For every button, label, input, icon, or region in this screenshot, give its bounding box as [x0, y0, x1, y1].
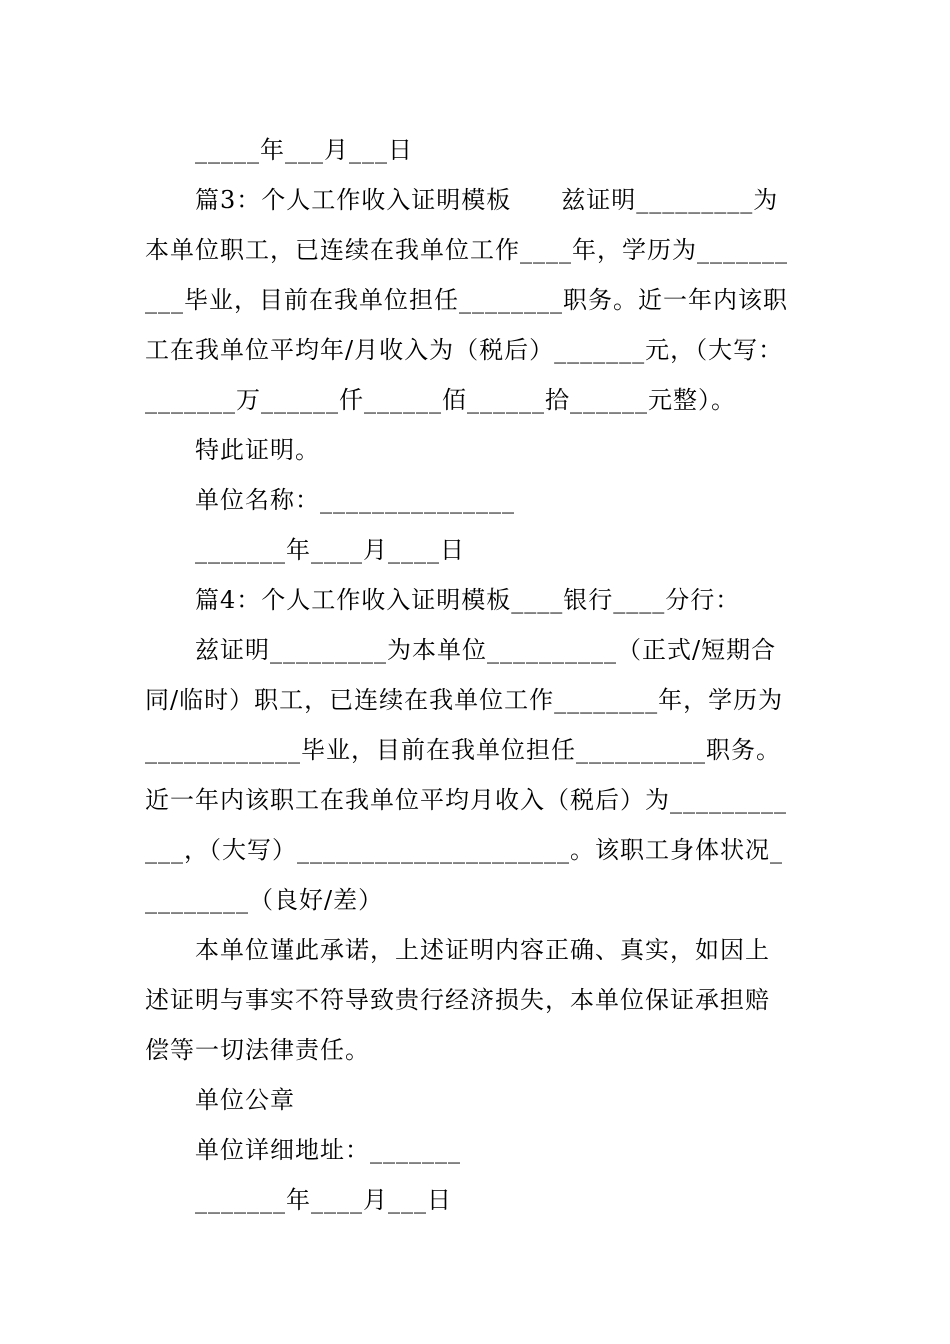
section-4-title: 篇4：个人工作收入证明模板____银行____分行：	[195, 586, 741, 614]
paragraph-line: ________（良好/差）	[145, 886, 384, 914]
unit-name-field: 单位名称：_______________	[195, 486, 515, 514]
document-page	[145, 125, 810, 1225]
paragraph-line: _______万______仟______佰______拾______元整）。	[145, 386, 736, 414]
paragraph-line: 近一年内该职工在我单位平均月收入（税后）为_________	[145, 786, 787, 814]
paragraph-line: ____________毕业，目前在我单位担任__________职务。	[145, 736, 781, 764]
unit-seal-label: 单位公章	[195, 1086, 295, 1114]
paragraph-line: ___，（大写）_____________________。该职工身体状况_	[145, 836, 783, 864]
date-line-2: _______年____月____日	[195, 536, 465, 564]
unit-address-field: 单位详细地址：_______	[195, 1136, 461, 1164]
paragraph-line: 本单位职工，已连续在我单位工作____年，学历为_______	[145, 236, 788, 264]
paragraph-line: 同/临时）职工，已连续在我单位工作________年，学历为	[145, 686, 784, 714]
certify-statement: 特此证明。	[195, 436, 320, 464]
paragraph-line: 偿等一切法律责任。	[145, 1036, 370, 1064]
paragraph-line: 述证明与事实不符导致贵行经济损失，本单位保证承担赔	[145, 986, 770, 1014]
date-line-3: _______年____月___日	[195, 1186, 452, 1214]
section-3-title: 篇3：个人工作收入证明模板 兹证明_________为	[195, 186, 779, 214]
paragraph-line: ___毕业，目前在我单位担任________职务。近一年内该职	[145, 286, 788, 314]
date-line-1: _____年___月___日	[195, 136, 413, 164]
paragraph-line: 工在我单位平均年/月收入为（税后）_______元，（大写：	[145, 336, 784, 364]
paragraph-line: 兹证明_________为本单位__________（正式/短期合	[195, 636, 777, 664]
commitment-paragraph: 本单位谨此承诺，上述证明内容正确、真实，如因上	[195, 936, 770, 964]
